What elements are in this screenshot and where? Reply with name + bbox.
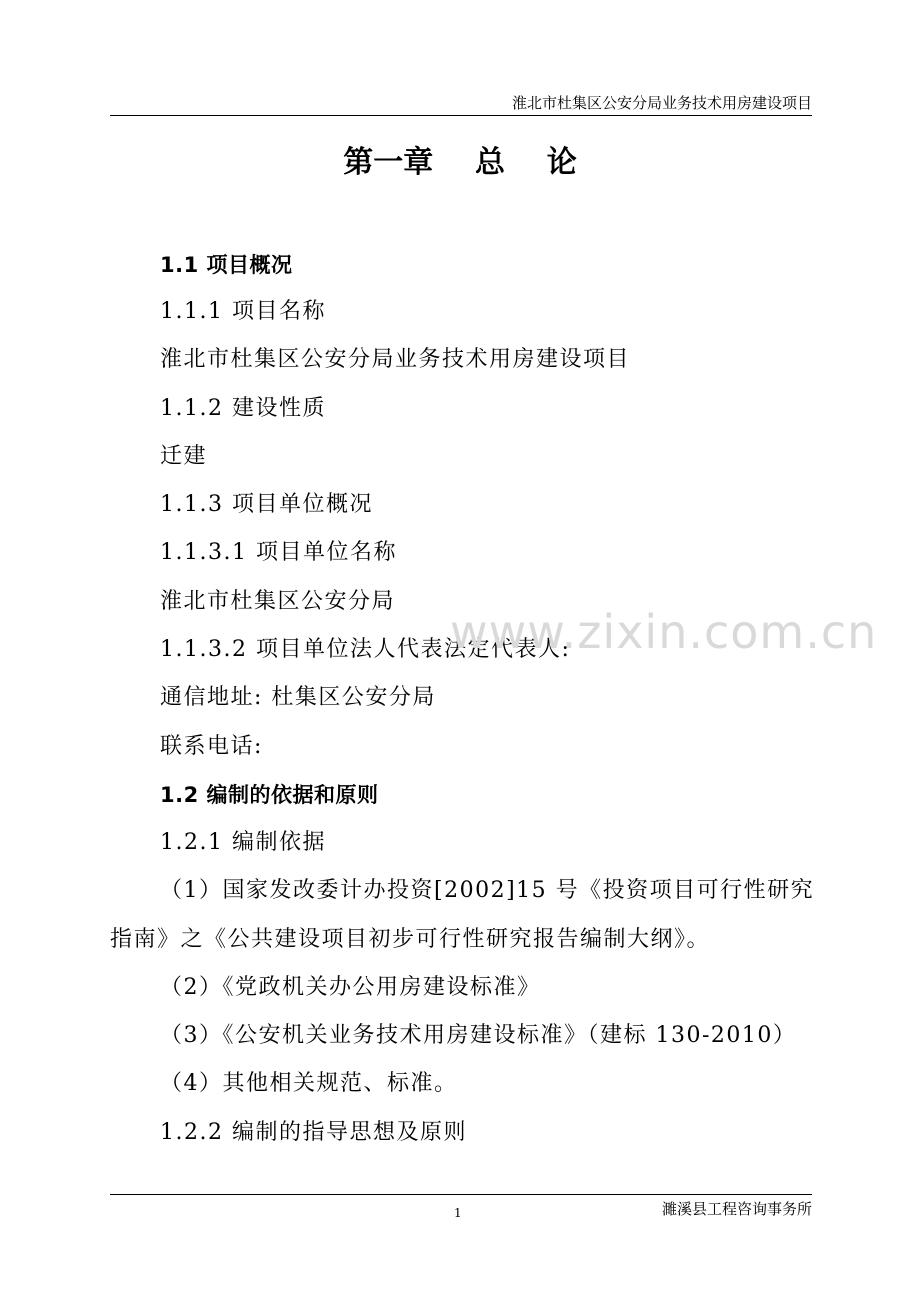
list-item-continuation: 指南》之《公共建设项目初步可行性研究报告编制大纲》。 — [110, 927, 711, 952]
page-number: 1 — [454, 1206, 462, 1220]
paragraph: 通信地址: 杜集区公安分局 — [160, 685, 436, 710]
paragraph: 淮北市杜集区公安分局 — [160, 589, 396, 614]
section-heading-1-1: 1.1 项目概况 — [160, 253, 293, 277]
watermark: www.zixin.com.cn — [450, 605, 878, 659]
section-heading-1-2: 1.2 编制的依据和原则 — [160, 783, 379, 807]
subsection-heading: 1.1.3.1 项目单位名称 — [160, 540, 397, 565]
running-header: 淮北市杜集区公安分局业务技术用房建设项目 — [511, 94, 812, 112]
subsection-heading: 1.1.2 建设性质 — [160, 396, 326, 421]
footer-organization: 濉溪县工程咨询事务所 — [661, 1200, 812, 1218]
paragraph: 联系电话: — [160, 734, 263, 759]
paragraph: 迁建 — [160, 444, 208, 469]
footer-divider — [110, 1194, 812, 1195]
list-item: （4）其他相关规范、标准。 — [160, 1071, 458, 1096]
paragraph: 淮北市杜集区公安分局业务技术用房建设项目 — [160, 347, 631, 372]
header-divider — [110, 115, 812, 116]
subsection-heading: 1.1.3 项目单位概况 — [160, 492, 373, 517]
list-item: （2）《党政机关办公用房建设标准》 — [160, 975, 541, 1000]
subsection-heading: 1.1.3.2 项目单位法人代表法定代表人: — [160, 637, 571, 662]
chapter-title: 第一章 总 论 — [343, 145, 577, 180]
subsection-heading: 1.1.1 项目名称 — [160, 299, 326, 324]
subsection-heading: 1.2.1 编制依据 — [160, 830, 326, 855]
list-item: （1）国家发改委计办投资[2002]15 号《投资项目可行性研究 — [160, 878, 815, 903]
list-item: （3）《公安机关业务技术用房建设标准》（建标 130-2010） — [160, 1023, 797, 1048]
subsection-heading: 1.2.2 编制的指导思想及原则 — [160, 1120, 467, 1145]
